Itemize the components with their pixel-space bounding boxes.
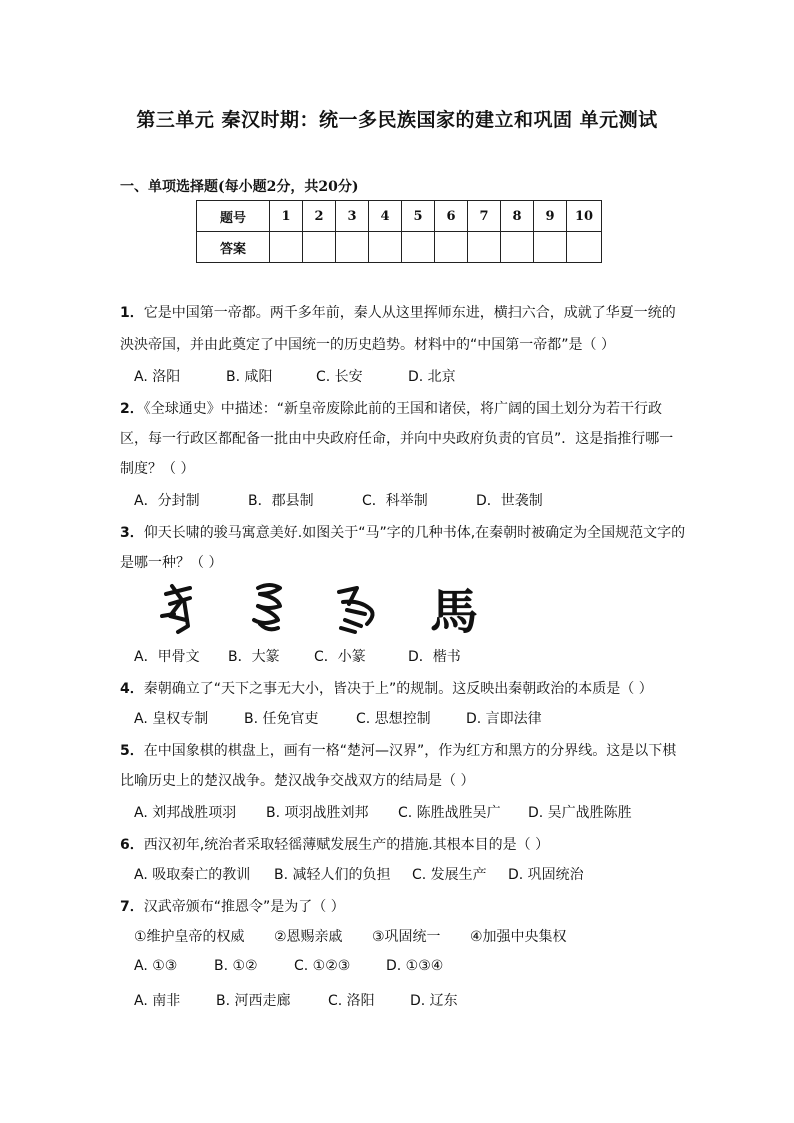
question-1-line-2: 泱泱帝国，并由此奠定了中国统一的历史趋势。材料中的“中国第一帝都”是（ ） — [120, 337, 615, 353]
table-cell-number: 8 — [501, 201, 534, 232]
option-d[interactable]: D．楷书 — [408, 649, 461, 665]
option-a[interactable]: A. ①③ — [134, 958, 178, 974]
option-b[interactable]: B. 项羽战胜刘邦 — [266, 805, 369, 821]
question-2-line-2: 区，每一行政区都配备一批由中央政府任命，并向中央政府负责的官员”．这是指推行哪一 — [120, 431, 674, 447]
small-seal-horse-glyph — [339, 588, 373, 632]
option-b[interactable]: B. 减轻人们的负担 — [274, 867, 391, 883]
statement-2: ②恩赐亲戚 — [274, 929, 343, 945]
great-seal-horse-glyph — [254, 585, 280, 629]
option-b[interactable]: B．大篆 — [228, 649, 280, 665]
answer-table-number-row — [197, 201, 602, 232]
oracle-bone-horse-glyph — [162, 586, 190, 632]
option-d[interactable]: D. ①③④ — [386, 958, 444, 974]
question-text: 汉武帝颁布“推恩令”是为了（ ） — [143, 899, 345, 915]
question-6-options — [134, 864, 584, 884]
option-c[interactable]: C. 长安 — [316, 369, 363, 385]
option-d[interactable]: D. 辽东 — [410, 993, 458, 1009]
question-3-line-2: 是哪一种？（ ） — [120, 555, 223, 571]
question-1-options — [134, 366, 456, 386]
question-text: 《全球通史》中描述：“新皇帝废除此前的王国和诸侯，将广阔的国土划分为若干行政 — [143, 401, 663, 417]
question-3-line-1 — [120, 522, 685, 542]
option-d[interactable]: D. 巩固统治 — [508, 867, 584, 883]
option-a[interactable]: A. 洛阳 — [134, 369, 181, 385]
question-text: 它是中国第一帝都。两千多年前，秦人从这里挥师东进，横扫六合，成就了华夏一统的 — [143, 305, 676, 321]
statement-3: ③巩固统一 — [372, 929, 441, 945]
question-7-options — [134, 958, 443, 974]
question-text: 西汉初年,统治者采取轻徭薄赋发展生产的措施.其根本目的是（ ） — [143, 837, 550, 853]
option-a[interactable]: A. 皇权专制 — [134, 711, 209, 727]
option-b[interactable]: B. 河西走廊 — [216, 993, 291, 1009]
table-cell-number: 9 — [534, 201, 567, 232]
option-c[interactable]: C. 发展生产 — [412, 867, 487, 883]
answer-cell[interactable] — [270, 232, 303, 263]
question-5-line-2: 比喻历史上的楚汉战争。楚汉战争交战双方的结局是（ ） — [120, 773, 475, 789]
table-cell-number: 4 — [369, 201, 402, 232]
option-d[interactable]: D. 言即法律 — [466, 711, 542, 727]
question-text: 秦朝确立了“天下之事无大小，皆决于上”的规制。这反映出秦朝政治的本质是（ ） — [143, 681, 653, 697]
table-cell-number: 3 — [336, 201, 369, 232]
option-c[interactable]: C. 陈胜战胜吴广 — [398, 805, 501, 821]
question-2-line-1 — [120, 398, 662, 418]
question-number: 5． — [120, 743, 144, 759]
question-text: 在中国象棋的棋盘上，画有一格“楚河—汉界”，作为红方和黑方的分界线。这是以下棋 — [143, 743, 677, 759]
question-4-line-1 — [120, 678, 653, 698]
table-cell-number: 5 — [402, 201, 435, 232]
question-number: 7． — [120, 899, 144, 915]
question-7-line-1 — [120, 896, 345, 916]
table-cell-number: 10 — [567, 201, 602, 232]
question-number: 3． — [120, 525, 144, 541]
table-cell-number: 7 — [468, 201, 501, 232]
question-1-line-1 — [120, 302, 676, 322]
option-c[interactable]: C．科举制 — [362, 493, 428, 509]
answer-cell[interactable] — [402, 232, 435, 263]
option-a[interactable]: A. 刘邦战胜项羽 — [134, 805, 237, 821]
option-b[interactable]: B. ①② — [214, 958, 258, 974]
answer-cell[interactable] — [501, 232, 534, 263]
option-c[interactable]: C. 洛阳 — [328, 993, 375, 1009]
question-number: 1． — [120, 305, 144, 321]
question-number: 4． — [120, 681, 144, 697]
option-a[interactable]: A．分封制 — [134, 493, 200, 509]
question-number: 2． — [120, 401, 144, 417]
question-2-options — [134, 490, 543, 510]
question-6-line-1 — [120, 834, 549, 854]
option-d[interactable]: D．世袭制 — [476, 493, 543, 509]
question-5-line-1 — [120, 740, 676, 760]
option-b[interactable]: B．郡县制 — [248, 493, 314, 509]
question-number: 6． — [120, 837, 144, 853]
answer-table-answer-row — [197, 232, 602, 263]
option-a[interactable]: A. 南非 — [134, 993, 181, 1009]
section-heading: 一、单项选择题(每小题2分，共20分) — [120, 179, 359, 195]
stray-options-row — [134, 990, 458, 1010]
table-cell-number: 2 — [303, 201, 336, 232]
table-header-number: 题号 — [197, 201, 270, 232]
question-3-options — [134, 646, 461, 666]
option-c[interactable]: C. 思想控制 — [356, 711, 431, 727]
option-c[interactable]: C．小篆 — [314, 649, 366, 665]
table-cell-number: 6 — [435, 201, 468, 232]
option-a[interactable]: A．甲骨文 — [134, 649, 200, 665]
answer-cell[interactable] — [303, 232, 336, 263]
answer-cell[interactable] — [336, 232, 369, 263]
page-title: 第三单元 秦汉时期：统一多民族国家的建立和巩固 单元测试 — [136, 109, 658, 131]
table-cell-number: 1 — [270, 201, 303, 232]
table-header-answer: 答案 — [197, 232, 270, 263]
option-d[interactable]: D. 吴广战胜陈胜 — [528, 805, 632, 821]
answer-cell[interactable] — [567, 232, 602, 263]
answer-cell[interactable] — [435, 232, 468, 263]
option-b[interactable]: B. 任免官吏 — [244, 711, 319, 727]
question-5-options — [134, 802, 632, 822]
question-4-options — [134, 708, 542, 728]
option-d[interactable]: D. 北京 — [408, 369, 456, 385]
option-c[interactable]: C. ①②③ — [294, 958, 351, 974]
regular-script-horse-glyph: 馬 — [430, 584, 479, 636]
option-b[interactable]: B. 咸阳 — [226, 369, 273, 385]
answer-cell[interactable] — [468, 232, 501, 263]
statement-1: ①维护皇帝的权威 — [134, 929, 245, 945]
question-7-statements — [134, 926, 567, 946]
horse-script-figure — [160, 580, 490, 636]
option-a[interactable]: A. 吸取秦亡的教训 — [134, 867, 251, 883]
answer-cell[interactable] — [369, 232, 402, 263]
question-2-line-3: 制度？（ ） — [120, 461, 195, 477]
answer-table — [196, 200, 602, 263]
answer-cell[interactable] — [534, 232, 567, 263]
question-text: 仰天长啸的骏马寓意美好.如图关于“马”字的几种书体,在秦朝时被确定为全国规范文字的 — [143, 525, 686, 541]
statement-4: ④加强中央集权 — [470, 929, 567, 945]
